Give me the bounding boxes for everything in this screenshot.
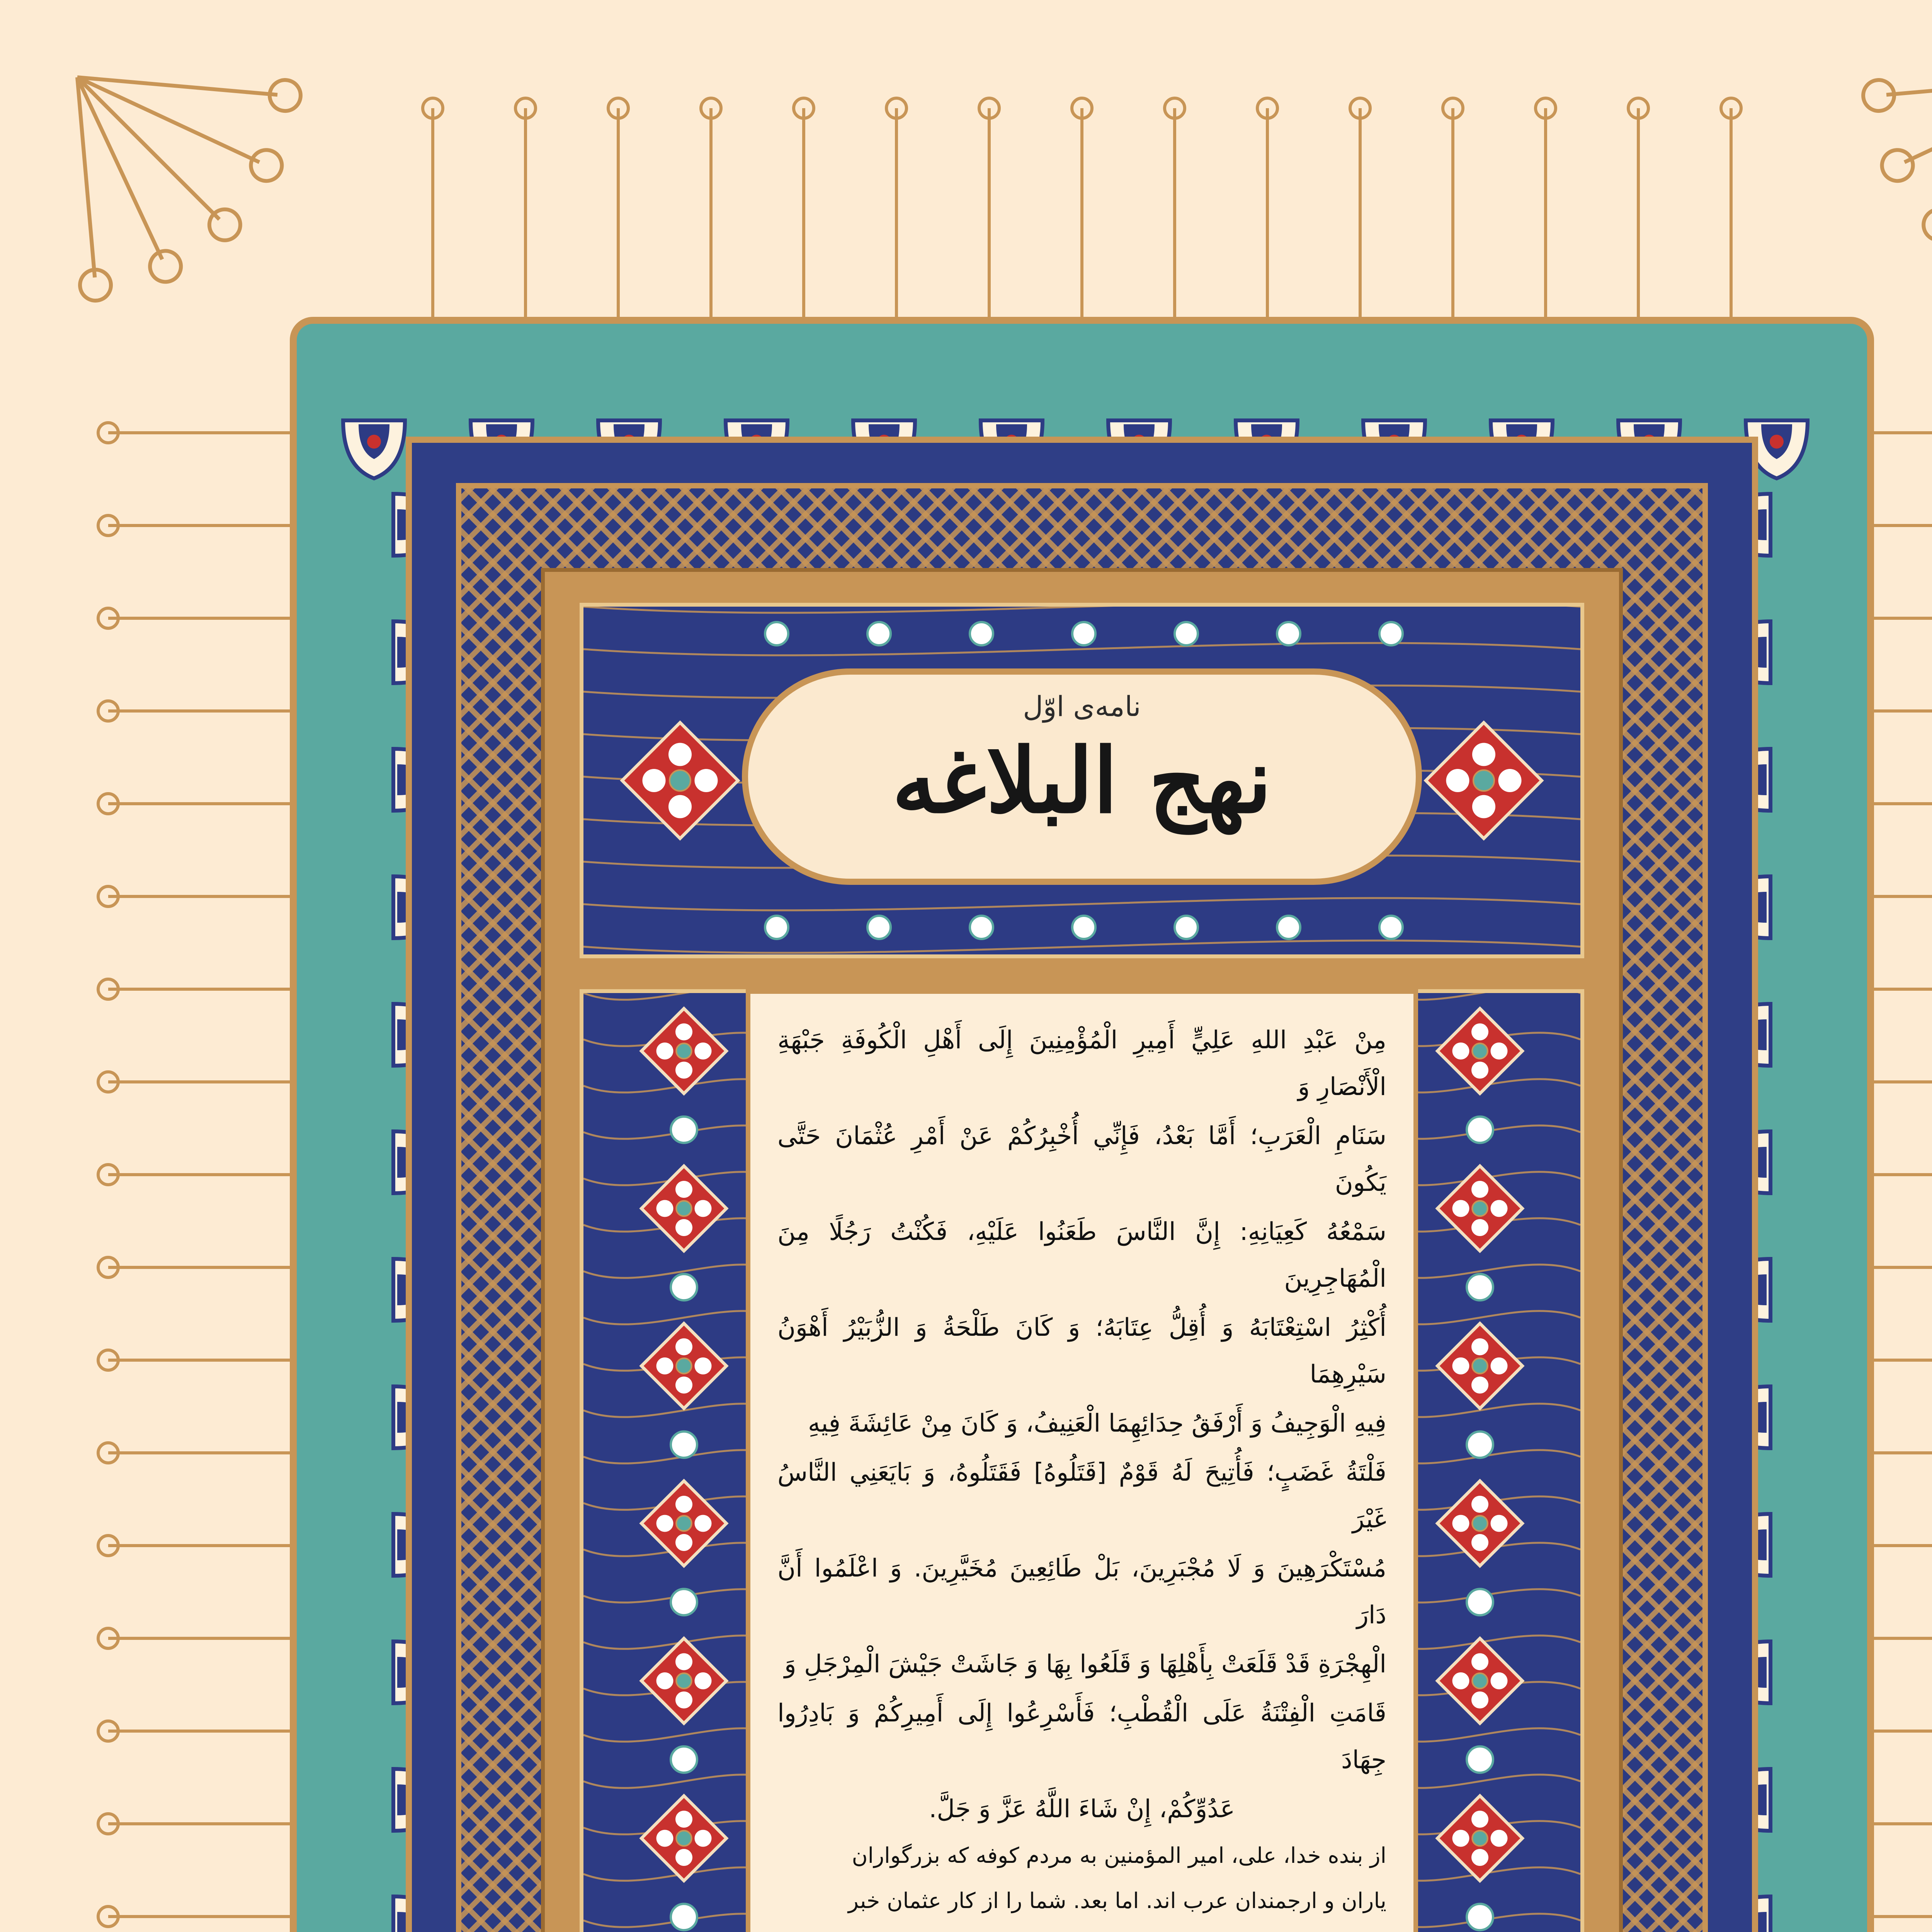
white-blossom-icon — [1175, 916, 1198, 939]
white-blossom-icon — [1379, 916, 1403, 939]
white-blossom-icon — [671, 1117, 697, 1143]
arabic-line: أُكْثِرُ اسْتِعْتَابَهُ وَ أُقِلُّ عِتَابَهُ؛ وَ كَانَ طَلْحَةُ وَ الزُّبَيْرُ أَهْوَنُ سَيْرِهِمَا — [777, 1313, 1386, 1389]
book-title: نهج البلاغه — [892, 729, 1272, 833]
white-blossom-icon — [671, 1589, 697, 1615]
red-rosette-icon — [641, 1638, 726, 1723]
white-blossom-icon — [1467, 1274, 1493, 1300]
white-blossom-icon — [1277, 622, 1300, 645]
title-panel — [580, 603, 1584, 958]
white-blossom-icon — [970, 622, 993, 645]
red-rosette-icon — [1437, 1323, 1522, 1408]
arabic-line: الْهِجْرَةِ قَدْ قَلَعَتْ بِأَهْلِهَا وَ قَلَعُوا بِهَا وَ جَاشَتْ جَيْشَ الْمِرْجَلِ وَ — [784, 1650, 1386, 1679]
letter-number-subtitle: نامه‌ی اوّل — [1023, 690, 1141, 723]
arabic-text — [777, 1017, 1386, 1833]
white-blossom-icon — [1467, 1432, 1493, 1458]
white-blossom-icon — [671, 1747, 697, 1773]
white-blossom-icon — [1467, 1747, 1493, 1773]
red-rosette-icon — [1437, 1638, 1522, 1723]
title-cartouche — [742, 668, 1422, 885]
red-rosette-icon — [641, 1323, 726, 1408]
gold-vine-icon — [583, 898, 1580, 910]
red-rosette-icon — [1437, 1796, 1522, 1881]
white-blossom-icon — [671, 1274, 697, 1300]
white-blossom-icon — [1277, 916, 1300, 939]
persian-line — [777, 1925, 1386, 1932]
arabic-line: عَدُوِّكُمْ، إِنْ شَاءَ اللَّهُ عَزَّ وَ جَلَّ. — [929, 1795, 1235, 1823]
white-blossom-icon — [1072, 916, 1095, 939]
white-blossom-icon — [867, 622, 891, 645]
arabic-line: فَلْتَةُ غَضَبٍ؛ فَأُتِيحَ لَهُ قَوْمٌ [قَتَلُوهُ] فَقَتَلُوهُ، وَ بَايَعَنِي النَّاسُ غَيْرَ — [777, 1458, 1386, 1534]
white-blossom-icon — [1467, 1589, 1493, 1615]
arabic-line: سَمْعُهُ كَعِيَانِهِ: إِنَّ النَّاسَ طَعَنُوا عَلَيْهِ، فَكُنْتُ رَجُلًا مِنَ الْمُهَاجِرِينَ — [777, 1218, 1386, 1293]
arabic-line: مِنْ عَبْدِ اللهِ عَلِيٍّ أَمِيرِ الْمُؤْمِنِينَ إِلَى أَهْلِ الْكُوفَةِ جَبْهَةِ الْأَنْصَارِ وَ — [777, 1026, 1386, 1101]
red-rosette-icon — [1426, 723, 1542, 838]
white-blossom-icon — [671, 1432, 697, 1458]
gold-vine-icon — [583, 607, 1580, 613]
white-blossom-icon — [1072, 622, 1095, 645]
corner-fan-icon — [46, 46, 346, 346]
red-rosette-icon — [1437, 1166, 1522, 1251]
red-rosette-icon — [641, 1796, 726, 1881]
arabic-line: فِيهِ الْوَجِيفُ وَ أَرْفَقُ حِدَائِهِمَا الْعَنِيفُ، وَ كَانَ مِنْ عَائِشَةَ فِيهِ — [808, 1409, 1386, 1438]
white-blossom-icon — [867, 916, 891, 939]
arabic-line: قَامَتِ الْفِتْنَةُ عَلَى الْقُطْبِ؛ فَأَسْرِعُوا إِلَى أَمِيرِكُمْ وَ بَادِرُوا جِهَادَ — [777, 1699, 1386, 1774]
white-blossom-icon — [970, 916, 993, 939]
white-blossom-icon — [1467, 1904, 1493, 1930]
gold-vine-icon — [583, 940, 1580, 953]
arabic-line: سَنَامِ الْعَرَبِ؛ أَمَّا بَعْدُ، فَإِنِّي أُخْبِرُكُمْ عَنْ أَمْرِ عُثْمَانَ حَتَّى يَكُونَ — [777, 1122, 1386, 1197]
corner-fan-icon — [1818, 46, 1932, 346]
persian-line: از بنده خدا، علی، امیر المؤمنین به مردم کوفه که بزرگواران — [852, 1843, 1386, 1868]
arabic-line: مُسْتَكْرَهِينَ وَ لَا مُجْبَرِينَ، بَلْ طَائِعِينَ مُخَيَّرِينَ. وَ اعْلَمُوا أَنَّ دَارَ — [777, 1554, 1386, 1629]
white-blossom-icon — [1379, 622, 1403, 645]
red-rosette-icon — [641, 1166, 726, 1251]
persian-translation — [777, 1835, 1386, 1932]
white-blossom-icon — [1175, 622, 1198, 645]
white-blossom-icon — [1467, 1117, 1493, 1143]
white-blossom-icon — [765, 916, 788, 939]
letter-text-body — [746, 989, 1418, 1932]
white-blossom-icon — [765, 622, 788, 645]
arabesque-lobe-icon — [343, 420, 405, 478]
white-blossom-icon — [671, 1904, 697, 1930]
persian-line: یاران و ارجمندان عرب اند. اما بعد. شما را از کار عثمان خبر — [848, 1888, 1386, 1913]
